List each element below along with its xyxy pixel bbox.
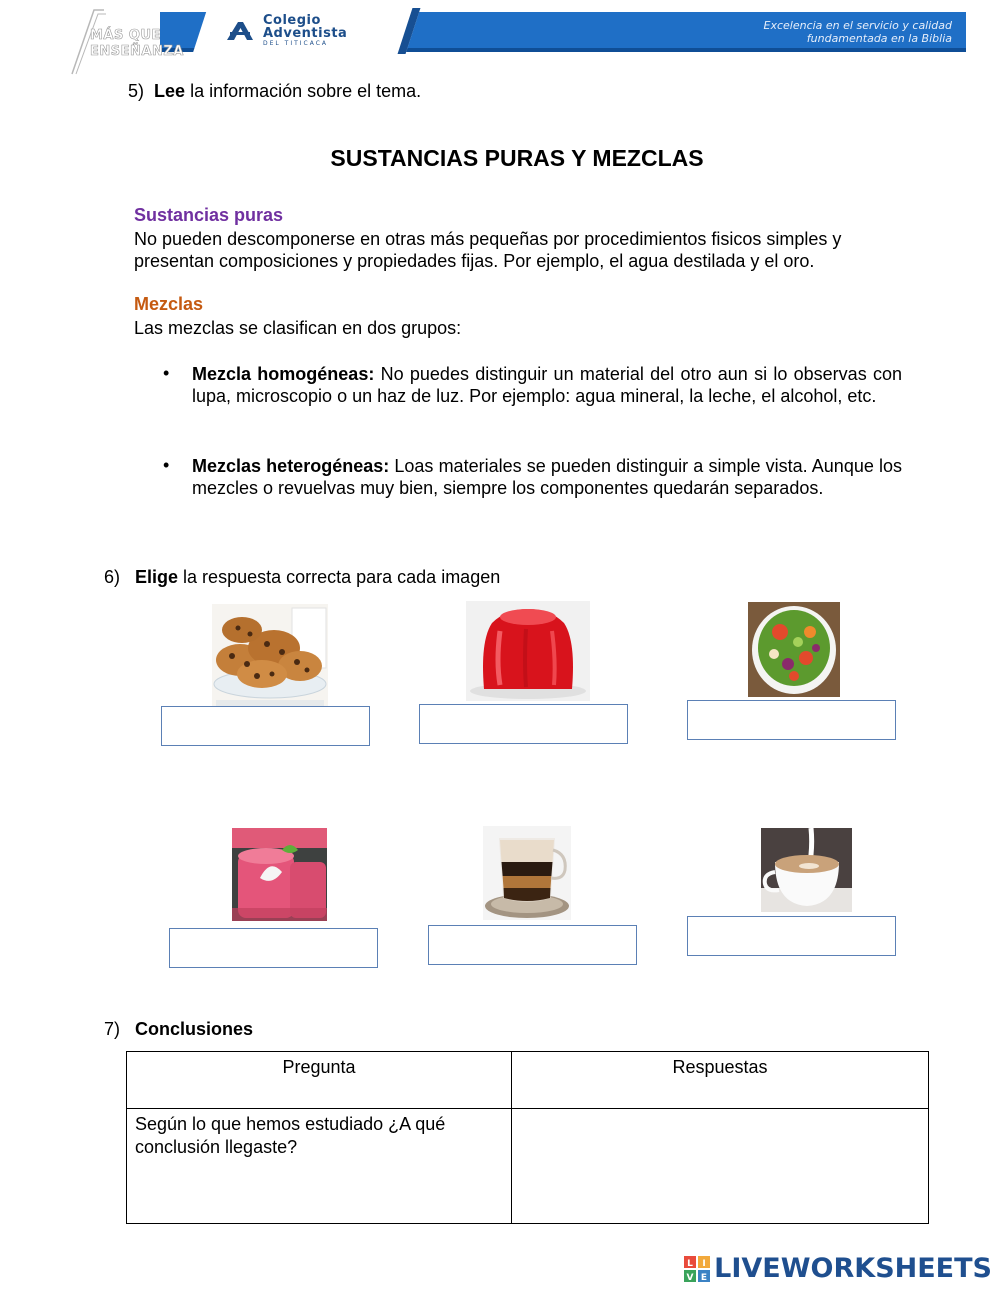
- mixtures-heading: Mezclas: [134, 294, 204, 314]
- watermark-line2: ENSEÑANZA: [90, 44, 184, 59]
- logo-letter-e: E: [701, 1272, 708, 1282]
- bullet-dot: •: [163, 455, 170, 475]
- liveworksheets-icon: [684, 1256, 710, 1282]
- step-5-instruction: [128, 81, 421, 102]
- bullet-heterogeneous-text: Loas materiales se pueden distinguir a simple vista. Aunque los mezcles o revuelvas muy bien, siempre los componentes quedarán separados.: [192, 456, 903, 498]
- step-6-number: 6): [104, 567, 121, 587]
- salad-image: [748, 602, 840, 697]
- bullet-heterogeneous: [192, 455, 902, 499]
- table-cell-question: Según lo que hemos estudiado ¿A qué conclusión llegaste?: [127, 1109, 512, 1224]
- answer-box-coffee-with-milk[interactable]: [687, 916, 896, 956]
- logo-line3: DEL TITICACA: [263, 40, 329, 47]
- step-5-number: 5): [128, 81, 145, 101]
- conclusions-table: [126, 1051, 929, 1224]
- liveworksheets-logo: [684, 1253, 992, 1284]
- logo-line2: Adventista: [263, 26, 348, 41]
- answer-box-yogurt[interactable]: [169, 928, 378, 968]
- step-7-title: Conclusiones: [135, 1019, 254, 1039]
- liveworksheets-brand: LIVEWORKSHEETS: [714, 1253, 992, 1284]
- bullet-dot: •: [163, 363, 170, 383]
- pure-heading: Sustancias puras: [134, 205, 284, 225]
- table-cell-answer[interactable]: [512, 1109, 929, 1224]
- answer-box-salad[interactable]: [687, 700, 896, 740]
- step-6-text: la respuesta correcta para cada imagen: [178, 567, 501, 587]
- table-header-answers: Respuestas: [512, 1052, 929, 1109]
- table-header-row: [127, 1052, 929, 1109]
- school-logo: [225, 14, 347, 47]
- watermark-text: [90, 28, 184, 60]
- table-header-question: Pregunta: [127, 1052, 512, 1109]
- school-motto: [764, 19, 953, 45]
- logo-letter-v: V: [686, 1272, 694, 1282]
- motto-line2: fundamentada en la Biblia: [806, 32, 952, 45]
- coffee-with-milk-image: [761, 828, 852, 912]
- answer-box-cookies[interactable]: [161, 706, 370, 746]
- motto-line1: Excelencia en el servicio y calidad: [763, 19, 952, 32]
- table-row: [127, 1109, 929, 1224]
- bullet-heterogeneous-term: Mezclas heterogéneas:: [192, 456, 390, 476]
- answer-box-layered-coffee[interactable]: [428, 925, 637, 965]
- page-title: SUSTANCIAS PURAS Y MEZCLAS: [330, 145, 704, 171]
- layered-coffee-image: [483, 826, 571, 920]
- cookies-image: [212, 604, 328, 716]
- mixtures-intro: Las mezclas se clasifican en dos grupos:: [134, 318, 462, 338]
- bullet-homogeneous: [192, 363, 902, 407]
- bullet-homogeneous-term: Mezcla homogéneas:: [192, 364, 375, 384]
- step-6-instruction: [104, 567, 500, 588]
- yogurt-image: [232, 828, 327, 921]
- answer-box-gelatin[interactable]: [419, 704, 628, 744]
- logo-line1: Colegio: [263, 13, 321, 28]
- school-logo-icon: [225, 20, 255, 42]
- logo-letter-l: L: [687, 1258, 694, 1269]
- gelatin-image: [466, 601, 590, 701]
- step-7-number: 7): [104, 1019, 121, 1039]
- step-5-text: la información sobre el tema.: [185, 81, 422, 101]
- logo-letter-i: I: [702, 1258, 706, 1269]
- step-5-verb: Lee: [154, 81, 186, 101]
- bullet-homogeneous-text: No puedes distinguir un material del otro aun si lo observas con lupa, microscopio o un haz de luz. Por ejemplo: agua mineral, la leche, el alcohol, etc.: [192, 364, 902, 406]
- pure-text: No pueden descomponerse en otras más pequeñas por procedimientos fisicos simples y presentan composiciones y propiedades fijas. Por ejemplo, el agua destilada y el oro.: [134, 229, 842, 271]
- step-7-heading: [104, 1019, 253, 1040]
- watermark-line1: MÁS QUE: [90, 28, 161, 43]
- step-6-verb: Elige: [135, 567, 179, 587]
